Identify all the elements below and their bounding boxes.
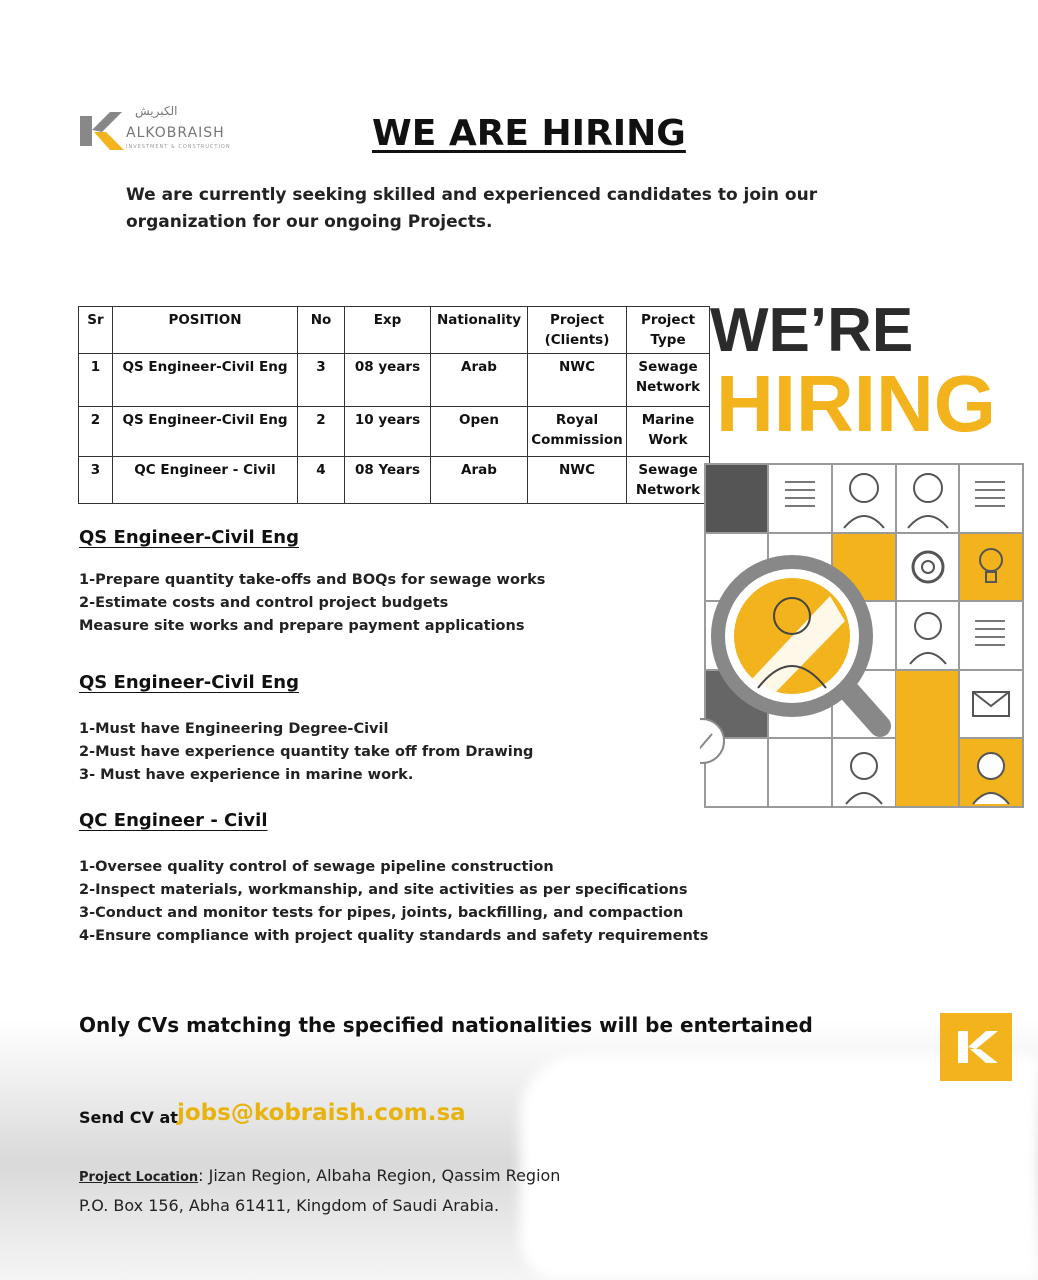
location-label: Project Location	[79, 1170, 199, 1185]
intro-text: We are currently seeking skilled and experienced candidates to join our organization for our ongoing Projects.	[126, 185, 818, 232]
list-item: 2-Inspect materials, workmanship, and site activities as per specifications	[79, 882, 688, 898]
location-block	[79, 1162, 560, 1220]
k-logo-badge-icon	[940, 1013, 1012, 1081]
nationality-note: Only CVs matching the specified nationalities will be entertained	[79, 1013, 813, 1037]
column-header: Exp	[345, 307, 431, 354]
location-value: : Jizan Region, Albaha Region, Qassim Region	[198, 1166, 561, 1185]
column-header: Nationality	[431, 307, 528, 354]
column-header: Project Type	[627, 307, 710, 354]
list-item: 3-Conduct and monitor tests for pipes, joints, backfilling, and compaction	[79, 905, 684, 921]
cell-type: Marine Work	[627, 407, 710, 457]
list-item: 2-Estimate costs and control project budgets	[79, 595, 449, 611]
duty-list	[79, 856, 708, 948]
jobs-table	[78, 306, 710, 504]
cell-no: 3	[298, 354, 345, 407]
column-header: Sr	[79, 307, 113, 354]
page-title: WE ARE HIRING	[372, 113, 686, 154]
table-header-row	[79, 307, 710, 354]
cell-position: QS Engineer-Civil Eng	[113, 407, 298, 457]
cell-type: Sewage Network	[627, 457, 710, 504]
cell-exp: 08 Years	[345, 457, 431, 504]
column-header: Project (Clients)	[528, 307, 627, 354]
section-title: QS Engineer-Civil Eng	[79, 672, 299, 693]
redacted-area	[520, 1055, 1038, 1280]
cell-exp: 10 years	[345, 407, 431, 457]
cell-sr: 3	[79, 457, 113, 504]
cell-client: NWC	[528, 457, 627, 504]
section-title: QS Engineer-Civil Eng	[79, 527, 299, 548]
table-row	[79, 457, 710, 504]
list-item: 1-Oversee quality control of sewage pipeline construction	[79, 859, 554, 875]
cell-client: NWC	[528, 354, 627, 407]
requirement-list	[79, 718, 533, 787]
list-item: Measure site works and prepare payment applications	[79, 618, 525, 634]
column-header: No	[298, 307, 345, 354]
graphic-were-text: WE’RE	[710, 296, 914, 365]
list-item: 1-Prepare quantity take-offs and BOQs for sewage works	[79, 572, 546, 588]
cell-no: 4	[298, 457, 345, 504]
list-item: 3- Must have experience in marine work.	[79, 767, 414, 783]
section-title: QC Engineer - Civil	[79, 810, 268, 831]
cell-nationality: Arab	[431, 354, 528, 407]
duty-list	[79, 569, 545, 638]
column-header: POSITION	[113, 307, 298, 354]
cell-client: Royal Commission	[528, 407, 627, 457]
cell-type: Sewage Network	[627, 354, 710, 407]
cell-position: QC Engineer - Civil	[113, 457, 298, 504]
cell-sr: 2	[79, 407, 113, 457]
cell-sr: 1	[79, 354, 113, 407]
cell-position: QS Engineer-Civil Eng	[113, 354, 298, 407]
email-link[interactable]: jobs@kobraish.com.sa	[177, 1100, 466, 1126]
list-item: 4-Ensure compliance with project quality standards and safety requirements	[79, 928, 709, 944]
list-item: 1-Must have Engineering Degree-Civil	[79, 721, 389, 737]
table-row	[79, 354, 710, 407]
cell-exp: 08 years	[345, 354, 431, 407]
cell-nationality: Arab	[431, 457, 528, 504]
cell-nationality: Open	[431, 407, 528, 457]
brand-arabic-name: الكبريش	[135, 104, 178, 118]
list-item: 2-Must have experience quantity take off from Drawing	[79, 744, 534, 760]
hiring-illustration	[700, 296, 1038, 816]
brand-name: ALKOBRAISH	[126, 125, 225, 141]
address: P.O. Box 156, Abha 61411, Kingdom of Saudi Arabia.	[79, 1196, 500, 1215]
send-cv-label: Send CV at:	[79, 1108, 185, 1127]
table-row	[79, 407, 710, 457]
graphic-hiring-text: HIRING	[716, 359, 996, 448]
brand-tagline: INVESTMENT & CONSTRUCTION	[126, 144, 231, 150]
cell-no: 2	[298, 407, 345, 457]
